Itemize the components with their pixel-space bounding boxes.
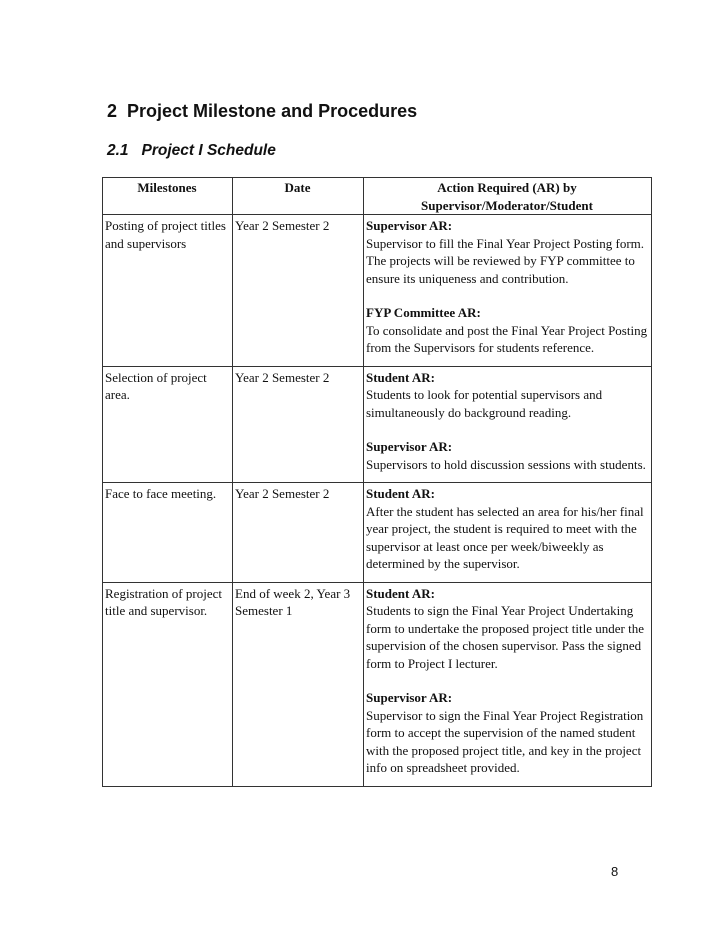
action-text: After the student has selected an area for his/her final year project, the student is required to meet with the supervisor at least once per week/biweekly as determined by the supervisor. — [366, 503, 644, 571]
table-row — [103, 215, 652, 367]
action-block — [366, 438, 648, 473]
action-role: Supervisor AR: — [366, 439, 453, 454]
milestone-cell: Registration of project title and supervisor. — [103, 582, 233, 786]
date-cell: Year 2 Semester 2 — [233, 366, 364, 483]
action-cell — [364, 215, 652, 367]
action-text: Supervisor to fill the Final Year Project Posting form. The projects will be reviewed by FYP committee to ensure its uniqueness and contribution. — [366, 235, 645, 286]
date-cell: Year 2 Semester 2 — [233, 215, 364, 367]
section-heading: 2 Project Milestone and Procedures — [107, 101, 418, 121]
action-text: Students to sign the Final Year Project Undertaking form to undertake the proposed project title under the supervision of the chosen supervisor. Pass the signed form to Project I lecturer. — [366, 603, 644, 671]
action-text: To consolidate and post the Final Year Project Posting from the Supervisors for students reference. — [366, 322, 648, 355]
date-cell: End of week 2, Year 3 Semester 1 — [233, 582, 364, 786]
action-role: Supervisor AR: — [366, 690, 453, 705]
action-role: Student AR: — [366, 369, 435, 385]
action-cell — [364, 483, 652, 583]
table-row — [103, 582, 652, 786]
action-text: Supervisors to hold discussion sessions with students. — [366, 456, 646, 472]
action-role: Student AR: — [366, 585, 435, 601]
action-cell — [364, 582, 652, 786]
action-text: Students to look for potential supervisors and simultaneously do background reading. — [366, 387, 603, 420]
page-number: 8 — [611, 864, 619, 879]
action-text: Supervisor to sign the Final Year Project Registration form to accept the supervision of the named student with the proposed project title, and key in the project info on spreadsheet provided. — [366, 707, 644, 775]
action-block — [366, 585, 648, 673]
table-row — [103, 366, 652, 483]
action-block — [366, 217, 648, 287]
milestone-cell: Face to face meeting. — [103, 483, 233, 583]
date-cell: Year 2 Semester 2 — [233, 483, 364, 583]
action-block — [366, 689, 648, 777]
header-action-required: Action Required (AR) by Supervisor/Moderator/Student — [364, 178, 652, 215]
action-role: FYP Committee AR: — [366, 305, 481, 320]
header-milestones: Milestones — [103, 178, 233, 215]
milestone-cell: Selection of project area. — [103, 366, 233, 483]
table-row — [103, 483, 652, 583]
table-header-row — [103, 178, 652, 215]
action-block — [366, 485, 648, 573]
schedule-table — [102, 177, 652, 787]
subsection-heading: 2.1 Project I Schedule — [107, 142, 276, 159]
action-role: Student AR: — [366, 486, 435, 501]
action-block — [366, 304, 648, 357]
action-cell — [364, 366, 652, 483]
action-block — [366, 369, 648, 422]
header-date: Date — [233, 178, 364, 215]
action-role: Supervisor AR: — [366, 218, 453, 233]
milestone-cell: Posting of project titles and supervisors — [103, 215, 233, 367]
